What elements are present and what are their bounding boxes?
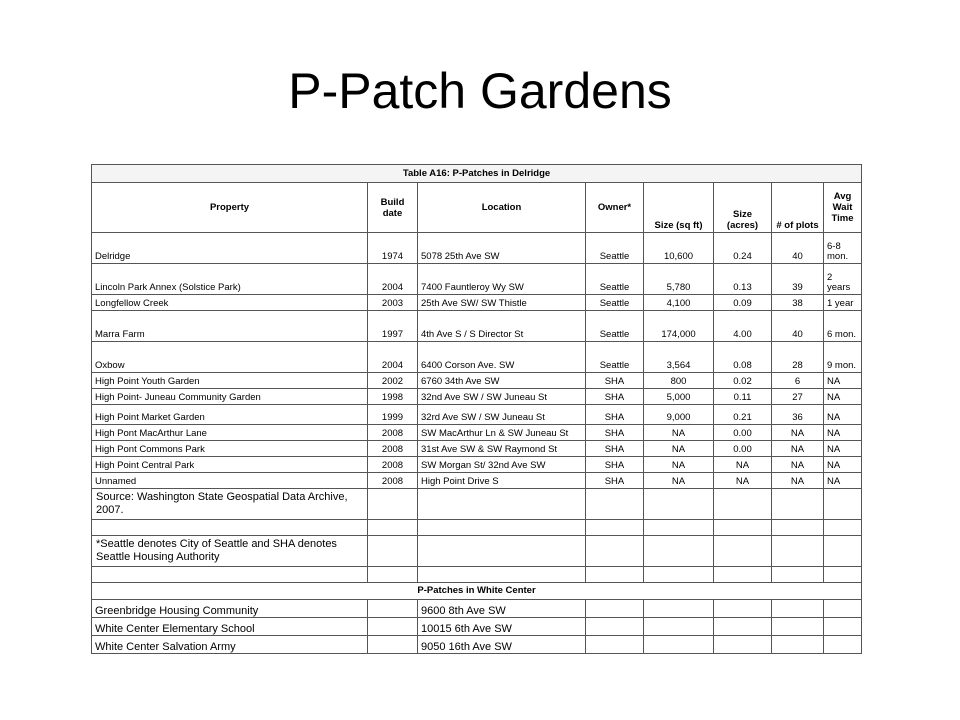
cell-size-acres: 0.11: [714, 389, 772, 405]
table-row: [92, 311, 862, 342]
cell-size-sqft: NA: [644, 441, 714, 457]
table-row: [92, 264, 862, 295]
cell-property: Oxbow: [92, 342, 368, 373]
table-title: Table A16: P-Patches in Delridge: [92, 165, 862, 183]
cell-wait-time: NA: [824, 425, 862, 441]
source-note: Source: Washington State Geospatial Data Archive, 2007.: [92, 489, 368, 520]
cell-size-sqft: 174,000: [644, 311, 714, 342]
cell-wait-time: 1 year: [824, 295, 862, 311]
cell-size-sqft: 3,564: [644, 342, 714, 373]
cell-location: SW MacArthur Ln & SW Juneau St: [418, 425, 586, 441]
cell-size-acres: NA: [714, 473, 772, 489]
cell-owner: SHA: [586, 441, 644, 457]
cell-location: 7400 Fauntleroy Wy SW: [418, 264, 586, 295]
cell-location: 10015 6th Ave SW: [418, 618, 586, 636]
cell-owner: Seattle: [586, 295, 644, 311]
cell-location: 6400 Corson Ave. SW: [418, 342, 586, 373]
table-row: [92, 295, 862, 311]
cell-property: White Center Salvation Army: [92, 636, 368, 654]
cell-build-date: 2002: [368, 373, 418, 389]
cell-plots: 27: [772, 389, 824, 405]
cell-wait-time: NA: [824, 405, 862, 425]
cell-location: SW Morgan St/ 32nd Ave SW: [418, 457, 586, 473]
cell-size-acres: NA: [714, 457, 772, 473]
cell-location: 6760 34th Ave SW: [418, 373, 586, 389]
cell-property: Marra Farm: [92, 311, 368, 342]
cell-wait-time: 9 mon.: [824, 342, 862, 373]
header-size-acres: Size (acres): [714, 183, 772, 233]
cell-owner: Seattle: [586, 311, 644, 342]
cell-size-acres: 0.00: [714, 441, 772, 457]
table-row: [92, 600, 862, 618]
cell-build-date: 2004: [368, 342, 418, 373]
header-build-date: Build date: [368, 183, 418, 233]
cell-property: High Point- Juneau Community Garden: [92, 389, 368, 405]
cell-build-date: 2008: [368, 441, 418, 457]
table-row: [92, 441, 862, 457]
cell-property: Lincoln Park Annex (Solstice Park): [92, 264, 368, 295]
slide-title: P-Patch Gardens: [288, 63, 672, 119]
cell-size-acres: 0.02: [714, 373, 772, 389]
header-owner: Owner*: [586, 183, 644, 233]
cell-build-date: 2008: [368, 457, 418, 473]
p-patch-table: [91, 164, 862, 654]
cell-plots: 40: [772, 233, 824, 264]
cell-wait-time: 2 years: [824, 264, 862, 295]
cell-wait-time: NA: [824, 373, 862, 389]
cell-property: Longfellow Creek: [92, 295, 368, 311]
table-row: [92, 636, 862, 654]
cell-size-sqft: 5,780: [644, 264, 714, 295]
cell-size-acres: 0.08: [714, 342, 772, 373]
cell-location: 25th Ave SW/ SW Thistle: [418, 295, 586, 311]
cell-size-sqft: NA: [644, 425, 714, 441]
cell-plots: 40: [772, 311, 824, 342]
cell-size-acres: 4.00: [714, 311, 772, 342]
cell-property: High Point Central Park: [92, 457, 368, 473]
cell-size-sqft: 800: [644, 373, 714, 389]
header-size-sqft: Size (sq ft): [644, 183, 714, 233]
cell-owner: Seattle: [586, 233, 644, 264]
cell-location: High Point Drive S: [418, 473, 586, 489]
cell-build-date: 2003: [368, 295, 418, 311]
cell-size-sqft: NA: [644, 473, 714, 489]
cell-size-sqft: 9,000: [644, 405, 714, 425]
cell-size-acres: 0.24: [714, 233, 772, 264]
white-center-title: P-Patches in White Center: [92, 583, 862, 600]
cell-plots: 38: [772, 295, 824, 311]
header-wait-time: Avg Wait Time: [824, 183, 862, 233]
header-property: Property: [92, 183, 368, 233]
cell-wait-time: NA: [824, 389, 862, 405]
cell-size-sqft: 4,100: [644, 295, 714, 311]
table-row: [92, 373, 862, 389]
cell-build-date: 2004: [368, 264, 418, 295]
cell-owner: SHA: [586, 373, 644, 389]
header-plots: # of plots: [772, 183, 824, 233]
cell-owner: SHA: [586, 425, 644, 441]
cell-build-date: 1998: [368, 389, 418, 405]
cell-owner: SHA: [586, 389, 644, 405]
cell-build-date: 1974: [368, 233, 418, 264]
cell-wait-time: NA: [824, 441, 862, 457]
cell-property: High Point Youth Garden: [92, 373, 368, 389]
cell-plots: 36: [772, 405, 824, 425]
cell-build-date: 1999: [368, 405, 418, 425]
cell-property: Delridge: [92, 233, 368, 264]
header-location: Location: [418, 183, 586, 233]
cell-size-acres: 0.13: [714, 264, 772, 295]
cell-wait-time: 6 mon.: [824, 311, 862, 342]
cell-plots: 39: [772, 264, 824, 295]
cell-location: 31st Ave SW & SW Raymond St: [418, 441, 586, 457]
table-row: [92, 457, 862, 473]
cell-plots: NA: [772, 425, 824, 441]
cell-property: Greenbridge Housing Community: [92, 600, 368, 618]
cell-property: High Pont MacArthur Lane: [92, 425, 368, 441]
cell-location: 9050 16th Ave SW: [418, 636, 586, 654]
cell-owner: Seattle: [586, 264, 644, 295]
cell-location: 32nd Ave SW / SW Juneau St: [418, 389, 586, 405]
cell-plots: 6: [772, 373, 824, 389]
cell-size-acres: 0.21: [714, 405, 772, 425]
cell-location: 9600 8th Ave SW: [418, 600, 586, 618]
cell-property: High Pont Commons Park: [92, 441, 368, 457]
cell-property: Unnamed: [92, 473, 368, 489]
cell-property: High Point Market Garden: [92, 405, 368, 425]
cell-size-acres: 0.09: [714, 295, 772, 311]
cell-size-sqft: NA: [644, 457, 714, 473]
cell-wait-time: NA: [824, 473, 862, 489]
delridge-rows: [92, 233, 862, 489]
cell-location: 32rd Ave SW / SW Juneau St: [418, 405, 586, 425]
cell-wait-time: 6-8 mon.: [824, 233, 862, 264]
cell-plots: NA: [772, 457, 824, 473]
table-row: [92, 473, 862, 489]
cell-owner: SHA: [586, 457, 644, 473]
table-row: [92, 389, 862, 405]
p-patch-table-container: [91, 164, 861, 654]
table-row: [92, 425, 862, 441]
table-row: [92, 233, 862, 264]
cell-location: 4th Ave S / S Director St: [418, 311, 586, 342]
cell-plots: NA: [772, 473, 824, 489]
cell-location: 5078 25th Ave SW: [418, 233, 586, 264]
cell-size-acres: 0.00: [714, 425, 772, 441]
cell-owner: Seattle: [586, 342, 644, 373]
table-row: [92, 618, 862, 636]
cell-wait-time: NA: [824, 457, 862, 473]
cell-plots: NA: [772, 441, 824, 457]
cell-property: White Center Elementary School: [92, 618, 368, 636]
cell-build-date: 1997: [368, 311, 418, 342]
cell-build-date: 2008: [368, 425, 418, 441]
cell-owner: SHA: [586, 405, 644, 425]
cell-plots: 28: [772, 342, 824, 373]
cell-owner: SHA: [586, 473, 644, 489]
cell-size-sqft: 5,000: [644, 389, 714, 405]
cell-size-sqft: 10,600: [644, 233, 714, 264]
owner-note: *Seattle denotes City of Seattle and SHA denotes Seattle Housing Authority: [92, 536, 368, 567]
table-row: [92, 405, 862, 425]
cell-build-date: 2008: [368, 473, 418, 489]
white-center-rows: [92, 600, 862, 654]
table-row: [92, 342, 862, 373]
